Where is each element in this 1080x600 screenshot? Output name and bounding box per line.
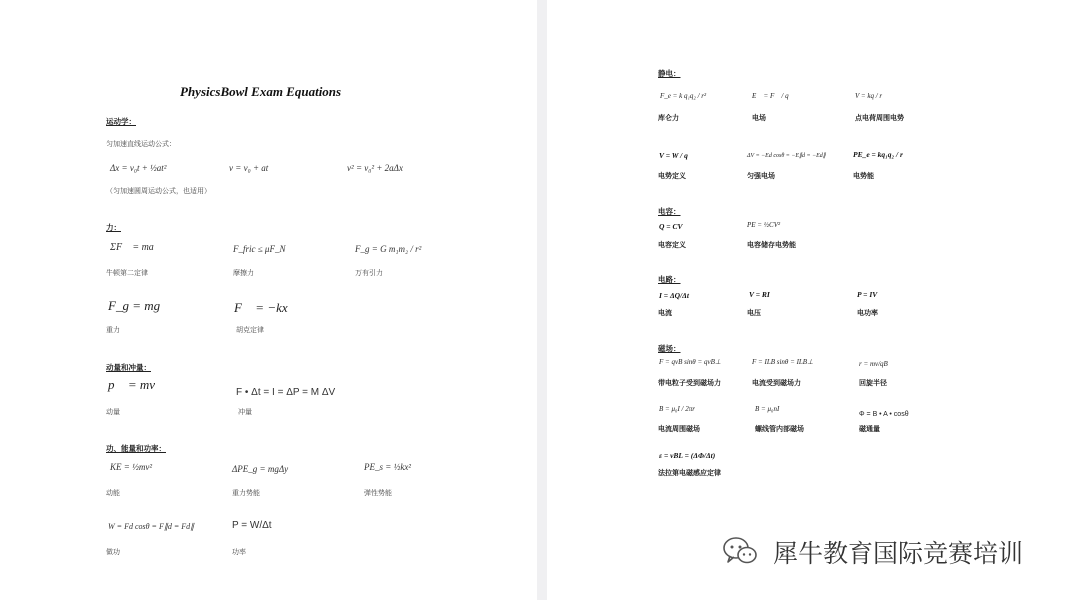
document-page-left [0,0,537,600]
caption-current: 电流 [658,309,672,317]
equation-kinetic-energy: KE = ½mv² [110,462,153,472]
section-heading-capacitance: 电容： [658,207,681,216]
caption-force-on-charge: 带电粒子受到磁场力 [658,379,721,387]
equation-capacitor-energy: PE = ½CV² [747,221,781,229]
equation-gravitational-pe: ΔPE_g = mgΔy [232,464,289,474]
caption-momentum: 动量 [106,408,120,416]
wechat-icon [722,535,758,567]
caption-kinetic-energy: 动能 [106,489,120,497]
caption-impulse: 冲量 [238,408,252,416]
equation-force-on-charge: F = qvB sinθ = qvB⊥ [659,358,721,366]
equation-electric-field: E⃗ = F⃗ / q [752,92,789,100]
equation-force-on-wire: F = ILB sinθ = ILB⊥ [752,358,814,366]
kinematics-note: （匀加速圆周运动公式，也适用） [106,187,211,195]
caption-uniform-field: 匀强电场 [747,172,775,180]
section-heading-electrostatics: 静电： [658,69,681,78]
equation-impulse: F • Δt = I = ΔP = M ΔV [236,387,336,398]
equation-weight: F_g = mg [108,298,161,313]
caption-coulomb: 库仑力 [658,114,679,122]
equation-coulomb: F_e = k q₁q₂ / r² [660,92,707,100]
section-heading-momentum: 动量和冲量： [106,363,151,372]
caption-work: 做功 [106,548,120,556]
equation-faraday: ε = vBL = (ΔΦ/Δt) [659,451,716,460]
equation-momentum: p⃗ = mv⃗ [108,377,166,392]
caption-capacitor-energy: 电容储存电势能 [747,241,796,249]
equation-electric-pe: PE_e = kq₁q₂ / r [853,150,903,159]
equation-voltage: V = RI [749,290,770,299]
equation-magnetic-flux: Φ = B • A • cosθ [859,411,909,418]
caption-electric-field: 电场 [752,114,766,122]
caption-potential-definition: 电势定义 [658,172,686,180]
section-heading-circuits: 电路： [658,275,681,284]
caption-magnetic-flux: 磁通量 [859,425,880,433]
equation-friction: F_fric ≤ μF_N [233,244,286,254]
equation-velocity-squared: v² = v₀² + 2aΔx [347,163,403,173]
equation-solenoid-field: B = μ₀nI [755,405,780,413]
caption-faraday: 法拉第电磁感应定律 [658,469,721,477]
equation-displacement: Δx = v₀t + ½at² [110,163,167,173]
equation-point-potential: V = kq / r [855,92,883,100]
page-gutter [537,0,547,600]
section-heading-forces: 力： [106,223,121,232]
equation-velocity: v = v₀ + at [229,163,269,173]
caption-gravitational-pe: 重力势能 [232,489,260,497]
caption-voltage: 电压 [747,309,761,317]
caption-weight: 重力 [106,326,120,334]
equation-elastic-pe: PE_s = ½kx² [364,462,412,472]
equation-hooke: F⃗ = −kx⃗ [234,300,298,315]
equation-potential-definition: V = W / q [659,151,688,160]
equation-gravitation: F_g = G m₁m₂ / r² [355,244,422,254]
equation-uniform-field: ΔV = −Ed cosθ = −E∥d = −Ed∥ [747,153,826,159]
caption-hooke: 胡克定律 [236,326,264,334]
watermark-text: 犀牛教育国际竞赛培训 [773,539,1024,568]
caption-wire-field: 电流周围磁场 [658,425,700,433]
caption-power: 功率 [232,548,246,556]
section-heading-magnetism: 磁场： [658,344,681,353]
caption-friction: 摩擦力 [233,269,254,277]
caption-force-on-wire: 电流受到磁场力 [752,379,801,387]
equation-electric-power: P = IV [857,290,878,299]
equation-newton-second-law: ΣF⃗ = ma⃗ [110,242,162,253]
section-heading-energy: 功、能量和功率： [106,444,166,453]
page-title: PhysicsBowl Exam Equations [180,84,342,99]
equation-power: P = W/Δt [232,520,272,531]
equation-wire-field: B = μ₀I / 2πr [659,405,695,413]
caption-elastic-pe: 弹性势能 [364,489,392,497]
kinematics-intro: 匀加速直线运动公式： [106,140,176,148]
caption-electric-power: 电功率 [857,309,878,317]
caption-capacitance: 电容定义 [658,241,686,249]
section-heading-kinematics: 运动学： [106,117,136,126]
caption-newton-second-law: 牛顿第二定律 [106,269,148,277]
equation-current: I = ΔQ/Δt [659,291,689,300]
caption-gravitation: 万有引力 [355,269,383,277]
caption-solenoid-field: 螺线管内部磁场 [755,425,804,433]
equation-capacitance: Q = CV [659,222,683,231]
document-page-right [547,0,1080,600]
equation-work: W = Fd cosθ = F∥d = Fd∥ [108,522,195,531]
caption-electric-pe: 电势能 [853,172,874,180]
caption-cyclotron-radius: 回旋半径 [859,379,887,387]
equation-cyclotron-radius: r = mv/qB [859,360,888,368]
caption-point-potential: 点电荷周围电势 [855,114,904,122]
